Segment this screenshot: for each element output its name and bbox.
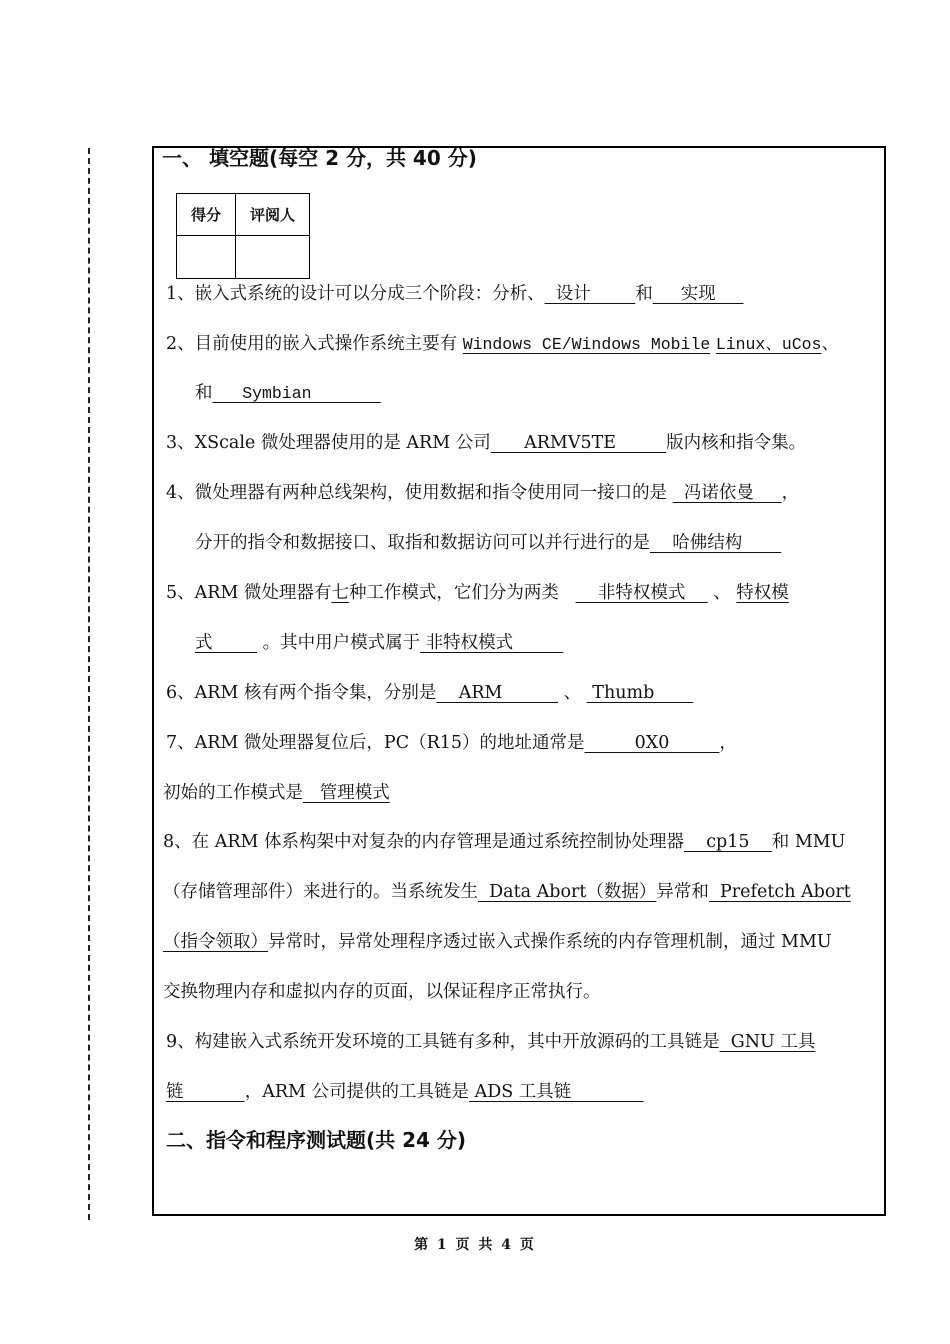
question-6 <box>166 681 693 705</box>
q2-text: 2、目前使用的嵌入式操作系统主要有 <box>166 334 463 354</box>
q9-text: 9、构建嵌入式系统开发环境的工具链有多种，其中开放源码的工具链是 <box>166 1032 720 1052</box>
q5-answer-2a: 特权模 <box>736 583 789 603</box>
question-5-line-2 <box>195 631 563 655</box>
q2-answer-1: Windows CE/Windows Mobile <box>462 335 711 354</box>
score-cell <box>177 236 236 279</box>
section2-title: 二、指令和程序测试题(共 24 分) <box>166 1128 467 1152</box>
q5-text: 5、ARM 微处理器有 <box>166 583 332 603</box>
q1-mid: 和 <box>635 284 653 304</box>
q6-answer-2: Thumb <box>586 683 694 703</box>
q5-answer-3: 非特权模式 <box>420 633 564 653</box>
q4-answer-2: 哈佛结构 <box>650 533 782 553</box>
score-table <box>176 193 310 279</box>
question-8-line-2 <box>163 880 851 904</box>
reviewer-cell <box>236 236 310 279</box>
q5-answer-2b: 式 <box>195 633 258 653</box>
q7-suffix: ， <box>719 733 737 753</box>
q3-suffix: 版内核和指令集。 <box>666 433 807 453</box>
question-1 <box>166 282 743 306</box>
q2-answer-3: Symbian <box>212 384 381 403</box>
question-4-line-2 <box>195 531 781 555</box>
question-7 <box>166 731 737 755</box>
question-3 <box>166 431 806 455</box>
question-8-line-4 <box>163 980 601 1004</box>
q2-line2-text: 和 <box>195 383 213 403</box>
q8-answer-3a: Prefetch Abort <box>708 882 851 902</box>
question-4 <box>166 481 799 505</box>
q9-answer-1a: GNU 工具 <box>719 1032 816 1052</box>
question-8-line-3 <box>163 930 832 954</box>
q7-text: 7、ARM 微处理器复位后，PC（R15）的地址通常是 <box>166 733 585 753</box>
q8-line2-text: （存储管理部件）来进行的。当系统发生 <box>163 882 478 902</box>
q7-line2-text: 初始的工作模式是 <box>163 783 303 803</box>
q3-answer-1: ARMV5TE <box>490 433 667 453</box>
q4-answer-1: 冯诺依曼 <box>672 483 782 503</box>
q8-answer-3b: （指令领取） <box>163 932 268 952</box>
page-footer: 第 1 页 共 4 页 <box>414 1237 536 1253</box>
q5-sep: 、 <box>707 583 737 603</box>
question-2-line-2 <box>195 381 381 406</box>
question-5 <box>166 581 789 605</box>
q8-answer-1: cp15 <box>684 832 772 852</box>
q7-answer-2: 管理模式 <box>303 783 390 803</box>
question-9 <box>166 1030 815 1054</box>
q4-suffix: ， <box>781 483 800 503</box>
q8-line3-text: 异常时，异常处理程序透过嵌入式操作系统的内存管理机制，通过 MMU <box>268 932 832 952</box>
reviewer-header: 评阅人 <box>236 194 310 236</box>
q9-answer-2: ADS 工具链 <box>469 1082 644 1102</box>
q9-answer-1b: 链 <box>166 1082 245 1102</box>
binding-line <box>88 148 90 1220</box>
q5-answer-1: 非特权模式 <box>575 583 708 603</box>
q1-answer-2: 实现 <box>652 284 744 304</box>
q1-answer-1: 设计 <box>544 284 636 304</box>
q3-text: 3、XScale 微处理器使用的是 ARM 公司 <box>166 433 491 453</box>
q8-text: 8、在 ARM 体系构架中对复杂的内存管理是通过系统控制协处理器 <box>163 832 684 852</box>
score-header: 得分 <box>177 194 236 236</box>
q4-text: 4、微处理器有两种总线架构，使用数据和指令使用同一接口的是 <box>166 483 673 503</box>
q8-line4-text: 交换物理内存和虚拟内存的页面，以保证程序正常执行。 <box>163 982 601 1002</box>
section1-title: 一、 填空题(每空 2 分，共 40 分) <box>162 146 477 170</box>
q5-count: 七 <box>331 583 349 603</box>
question-8 <box>163 830 845 854</box>
q2-sep: 、 <box>821 334 839 354</box>
q5-line2-text: 。其中用户模式属于 <box>257 633 421 653</box>
question-2 <box>166 332 839 357</box>
q6-sep: 、 <box>558 683 587 703</box>
q8-line2-mid: 异常和 <box>656 882 709 902</box>
q7-answer-1: 0X0 <box>584 733 720 753</box>
q1-text: 1、嵌入式系统的设计可以分成三个阶段：分析、 <box>166 284 545 304</box>
q8-answer-2: Data Abort（数据） <box>478 882 657 902</box>
q6-answer-1: ARM <box>436 683 559 703</box>
q4-line2-text: 分开的指令和数据接口、取指和数据访问可以并行进行的是 <box>195 533 650 553</box>
q6-text: 6、ARM 核有两个指令集，分别是 <box>166 683 437 703</box>
question-9-line-2 <box>166 1080 644 1104</box>
q8-suffix: 和 MMU <box>771 832 846 852</box>
question-7-line-2 <box>163 781 390 805</box>
q5-mid: 种工作模式，它们分为两类 <box>348 583 576 603</box>
q2-answer-2: Linux、uCos <box>715 335 822 354</box>
q9-line2-text: ，ARM 公司提供的工具链是 <box>244 1082 469 1102</box>
